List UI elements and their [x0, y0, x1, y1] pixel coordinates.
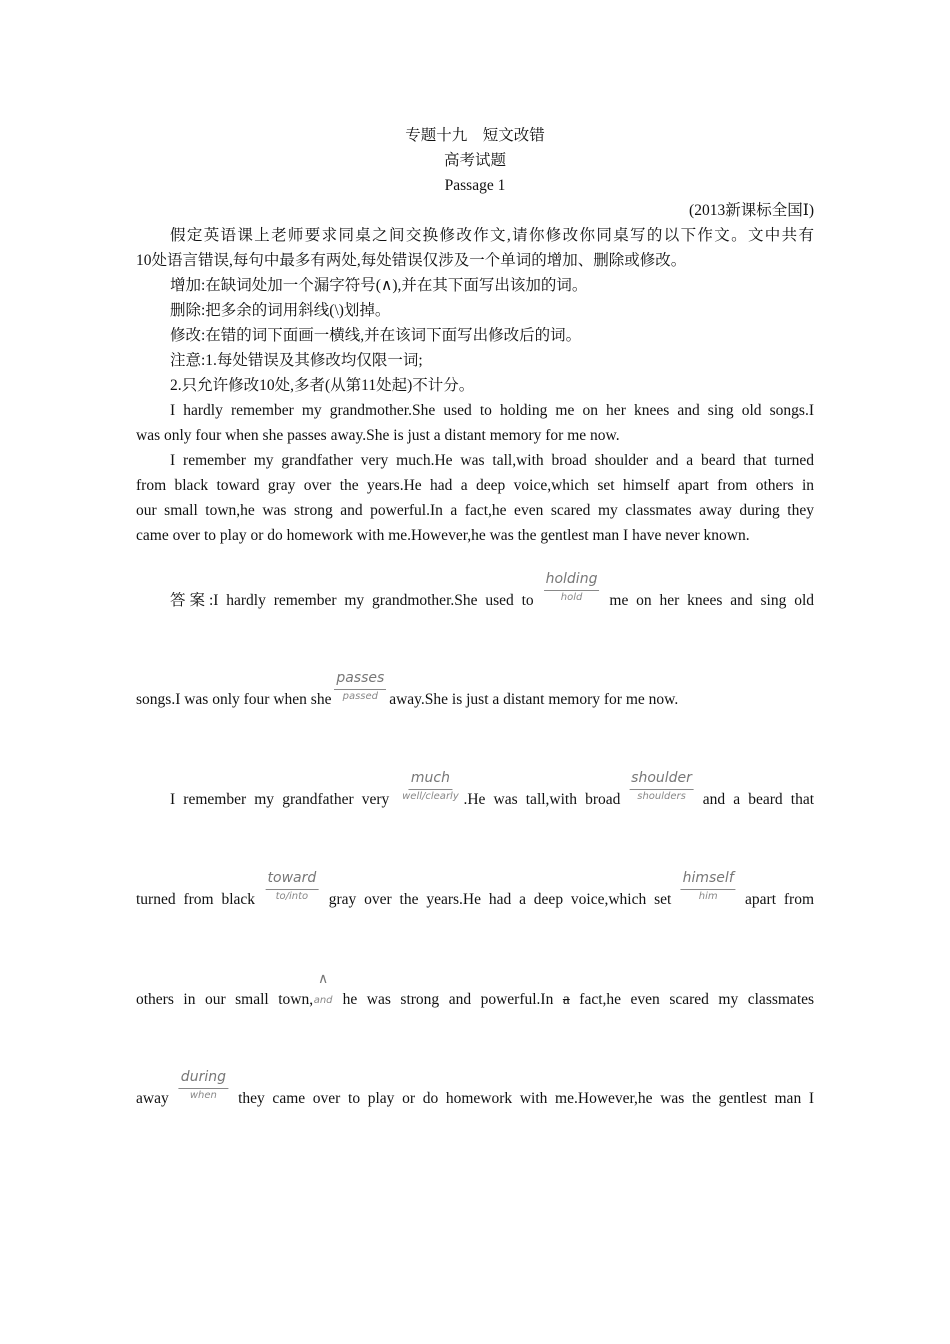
answer-text: fact,he even scared my classmates: [579, 991, 815, 1008]
answer-text: turned from black: [136, 891, 256, 908]
insertion-caret: ∧: [318, 971, 329, 987]
instruction-note-2: 2.只允许修改10处,多者(从第11处起)不计分。: [170, 377, 475, 394]
answer-line-4: [136, 870, 815, 910]
correction-mark: [542, 571, 602, 611]
correction-mark: [263, 870, 321, 910]
correction-new: him: [698, 891, 718, 902]
answer-text: gray over the years.He had a deep voice,which set: [328, 891, 672, 908]
answer-text: apart from: [745, 891, 815, 908]
answer-text: he was strong and powerful.In: [342, 991, 554, 1008]
answer-text: away.She is just a distant memory for me now.: [389, 691, 679, 708]
answer-text: and a beard that: [702, 791, 815, 808]
doc-subtitle: 高考试题: [443, 152, 506, 169]
answer-line-3: [136, 770, 815, 810]
document-page: [136, 0, 814, 1344]
answer-line-5: [136, 971, 815, 1010]
answer-text: others in our small town,: [136, 991, 314, 1008]
answer-line-2: [136, 670, 814, 710]
correction-mark: [397, 770, 463, 810]
instruction-delete: 删除:把多余的词用斜线(\)划掉。: [170, 302, 391, 319]
correction-mark: [313, 971, 333, 1010]
deleted-word: a: [562, 991, 570, 1008]
passage-p2-line-3: our small town,he was strong and powerful.In a fact,he even scared my classmates away during they: [136, 502, 814, 519]
correction-original: during: [179, 1068, 228, 1089]
passage-p2-line-1: I remember my grandfather very much.He was tall,with broad shoulder and a beard that turned: [170, 452, 814, 469]
correction-original: himself: [681, 869, 736, 890]
correction-original: shoulder: [629, 769, 694, 790]
passage-p2-line-4: came over to play or do homework with me.However,he was the gentlest man I have never known.: [136, 527, 750, 544]
instruction-modify: 修改:在错的词下面画一横线,并在该词下面写出修改后的词。: [170, 327, 582, 344]
answer-text: .He was tall,with broad: [463, 791, 621, 808]
correction-new: hold: [560, 592, 583, 603]
instruction-note-1: 注意:1.每处错误及其修改均仅限一词;: [170, 352, 423, 369]
correction-new: well/clearly: [402, 791, 459, 802]
correction-new: to/into: [275, 891, 309, 902]
correction-original: much: [409, 769, 452, 790]
passage-p2-line-2: from black toward gray over the years.He had a deep voice,which set himself apart from others in: [136, 477, 814, 494]
passage-p1-line-1: I hardly remember my grandmother.She used to holding me on her knees and sing old songs.I: [170, 402, 814, 419]
correction-mark: [629, 770, 695, 810]
instruction-line-1: 假定英语课上老师要求同桌之间交换修改作文,请你修改你同桌写的以下作文。文中共有: [170, 227, 814, 244]
correction-mark: [335, 670, 385, 710]
correction-original: toward: [266, 869, 319, 890]
answer-line-1: [136, 571, 815, 611]
instruction-add: 增加:在缺词处加一个漏字符号(∧),并在其下面写出该加的词。: [170, 277, 588, 294]
correction-new: shoulders: [637, 791, 686, 802]
answer-text: 答案:I hardly remember my grandmother.She used to: [170, 592, 534, 609]
correction-mark: [679, 870, 737, 910]
correction-original: passes: [334, 669, 386, 690]
correction-new: when: [189, 1090, 217, 1101]
answer-text: me on her knees and sing old: [609, 592, 815, 609]
source-note: (2013新课标全国Ⅰ): [689, 202, 814, 219]
correction-new: passed: [342, 691, 379, 702]
correction-original: holding: [544, 570, 600, 591]
instruction-line-2: 10处语言错误,每句中最多有两处,每处错误仅涉及一个单词的增加、删除或修改。: [136, 252, 687, 269]
passage-heading: Passage 1: [444, 177, 506, 194]
answer-text: songs.I was only four when she: [136, 691, 332, 708]
passage-p1-line-2: was only four when she passes away.She is just a distant memory for me now.: [136, 427, 620, 444]
correction-mark: [176, 1069, 230, 1109]
answer-text: they came over to play or do homework with me.However,he was the gentlest man I: [238, 1090, 815, 1107]
doc-title: 专题十九 短文改错: [405, 127, 545, 144]
correction-new: and: [313, 995, 333, 1006]
answer-line-6: [136, 1069, 815, 1109]
answer-text: I remember my grandfather very: [170, 791, 390, 808]
answer-text: away: [136, 1090, 169, 1107]
